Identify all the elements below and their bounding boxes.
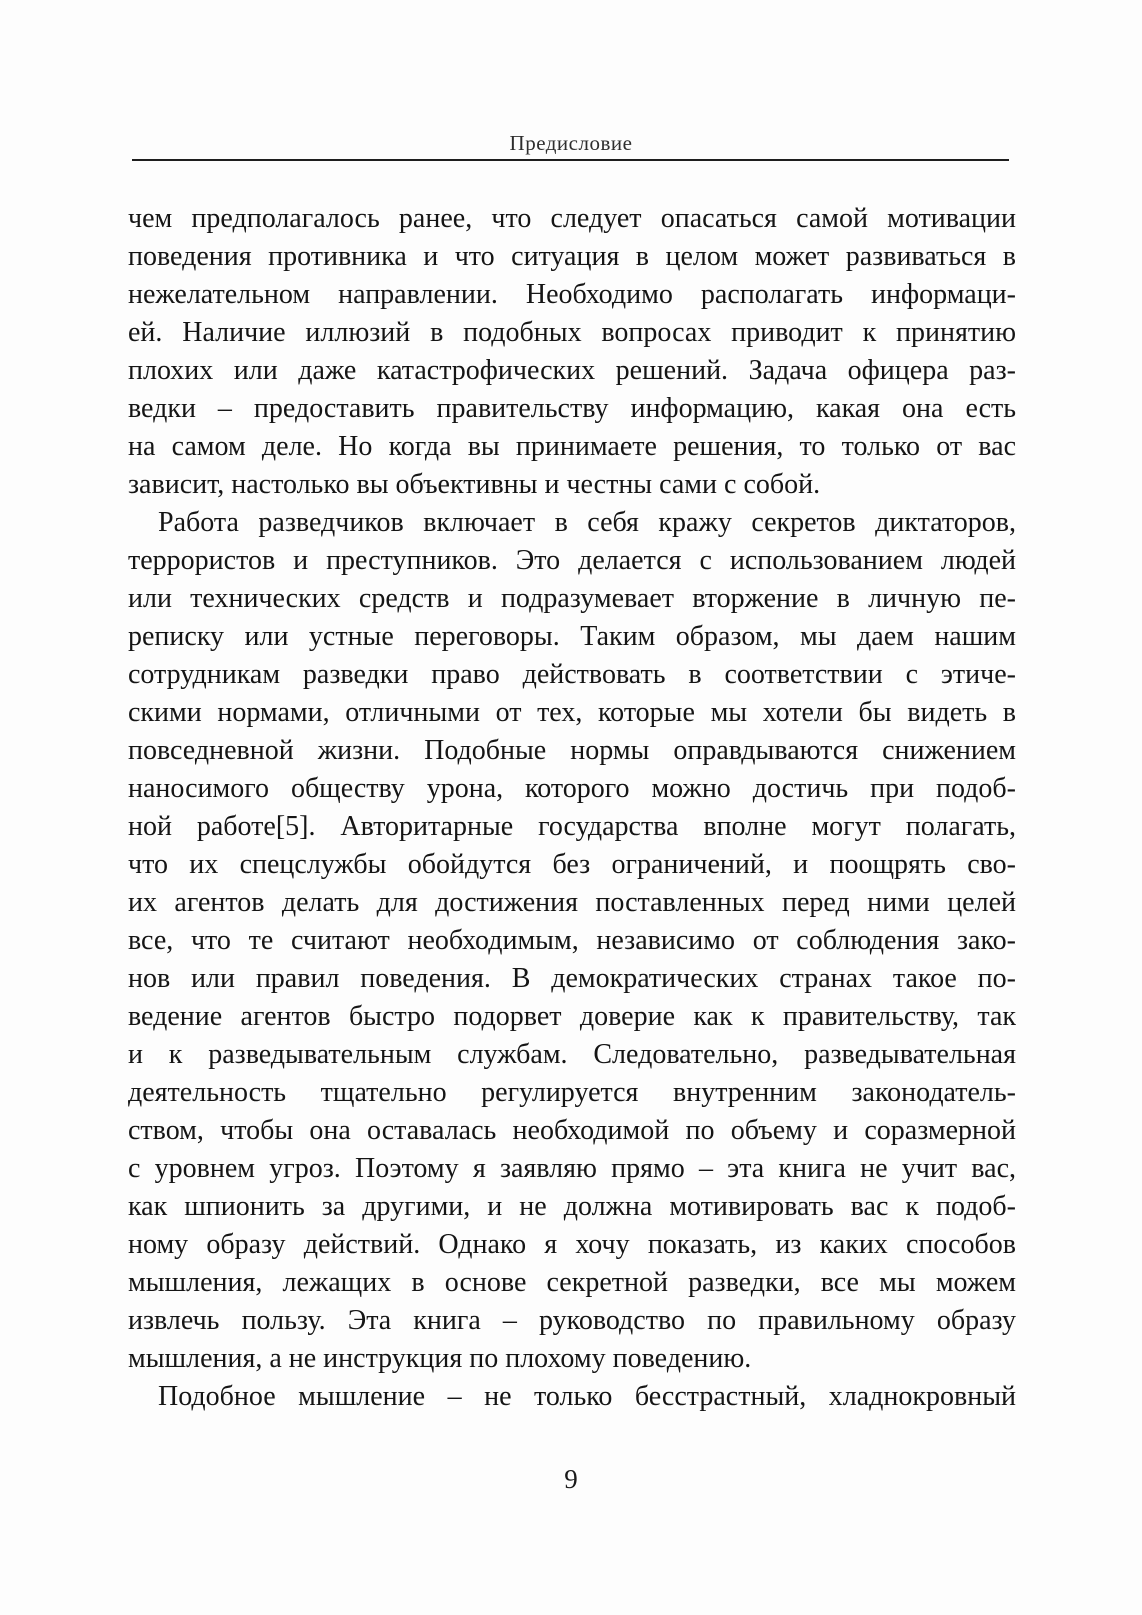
text-line: нежелательном направлении. Необходимо располагать информаци- (128, 279, 1016, 310)
text-line: что их спецслужбы обойдутся без ограничений, и поощрять сво- (128, 849, 1016, 880)
text-line: Работа разведчиков включает в себя кражу секретов диктаторов, (158, 507, 1016, 538)
text-line: извлечь пользу. Эта книга – руководство по правильному образу (128, 1305, 1016, 1336)
text-line: реписку или устные переговоры. Таким образом, мы даем нашим (128, 621, 1016, 652)
text-line: с уровнем угроз. Поэтому я заявляю прямо – эта книга не учит вас, (128, 1153, 1016, 1184)
text-line: мышления, а не инструкция по плохому поведению. (128, 1343, 752, 1374)
text-line: все, что те считают необходимым, независимо от соблюдения зако- (128, 925, 1016, 956)
text-line: их агентов делать для достижения поставленных перед ними целей (128, 887, 1016, 918)
text-line: нов или правил поведения. В демократических странах такое по- (128, 963, 1016, 994)
text-line: как шпионить за другими, и не должна мотивировать вас к подоб- (128, 1191, 1016, 1222)
text-line: или технических средств и подразумевает вторжение в личную пе- (128, 583, 1016, 614)
text-line: ством, чтобы она оставалась необходимой по объему и соразмерной (128, 1115, 1016, 1146)
text-body (128, 200, 1016, 1416)
text-line: террористов и преступников. Это делается с использованием людей (128, 545, 1016, 576)
text-line: повседневной жизни. Подобные нормы оправдываются снижением (128, 735, 1016, 766)
text-line: на самом деле. Но когда вы принимаете решения, то только от вас (128, 431, 1016, 462)
text-line: скими нормами, отличными от тех, которые мы хотели бы видеть в (128, 697, 1016, 728)
text-line: мышления, лежащих в основе секретной разведки, все мы можем (128, 1267, 1016, 1298)
text-line: ной работе[5]. Авторитарные государства вполне могут полагать, (128, 811, 1016, 842)
text-line: поведения противника и что ситуация в целом может развиваться в (128, 241, 1016, 272)
text-line: сотрудникам разведки право действовать в соответствии с этиче- (128, 659, 1016, 690)
text-line: Подобное мышление – не только бесстрастный, хладнокровный (158, 1381, 1016, 1412)
text-line: деятельность тщательно регулируется внутренним законодатель- (128, 1077, 1016, 1108)
text-line: чем предполагалось ранее, что следует опасаться самой мотивации (128, 203, 1016, 234)
header-rule (132, 159, 1009, 161)
text-line: и к разведывательным службам. Следовательно, разведывательная (128, 1039, 1016, 1070)
text-line: ному образу действий. Однако я хочу показать, из каких способов (128, 1229, 1016, 1260)
running-header: Предисловие (509, 131, 633, 155)
text-line: плохих или даже катастрофических решений. Задача офицера раз- (128, 355, 1016, 386)
page-number: 9 (564, 1464, 578, 1494)
text-line: ведение агентов быстро подорвет доверие как к правительству, так (128, 1001, 1016, 1032)
text-line: наносимого обществу урона, которого можно достичь при подоб- (128, 773, 1016, 804)
text-line: ей. Наличие иллюзий в подобных вопросах приводит к принятию (128, 317, 1016, 348)
text-line: зависит, настолько вы объективны и честны сами с собой. (128, 469, 821, 500)
text-line: ведки – предоставить правительству информацию, какая она есть (128, 393, 1016, 424)
